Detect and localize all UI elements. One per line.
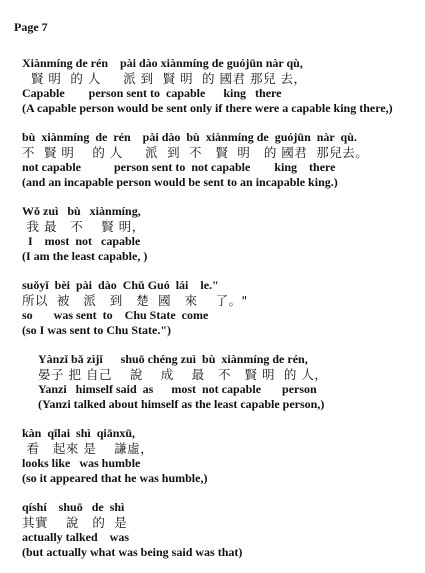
translation-line: (A capable person would be sent only if there were a capable king there,) bbox=[22, 101, 393, 115]
chinese-line: 晏子 把 自己 說 成 最 不 賢 明 的 人， bbox=[38, 367, 328, 382]
page-title: Page 7 bbox=[14, 20, 48, 34]
sentence-block-7 bbox=[22, 500, 242, 560]
translation-line: (so I was sent to Chu State.") bbox=[22, 323, 171, 337]
gloss-line: Capable person sent to capable king there bbox=[22, 86, 282, 100]
pinyin-line: Yànzǐ bǎ zìjǐ shuō chéng zuì bù xiànmíng de rén, bbox=[38, 352, 308, 366]
gloss-line: I most not capable bbox=[22, 234, 141, 248]
translation-line: (I am the least capable, ) bbox=[22, 249, 148, 263]
chinese-line: 所以 被 派 到 楚 國 來 了。" bbox=[22, 293, 248, 308]
chinese-line: 看 起來 是 謙虛， bbox=[22, 441, 154, 456]
pinyin-line: suǒyǐ bèi pài dào Chǔ Guó lái le." bbox=[22, 278, 219, 292]
sentence-block-4 bbox=[22, 278, 248, 338]
gloss-line: Yanzi himself said as most not capable person bbox=[38, 382, 317, 396]
pinyin-line: Wǒ zuì bù xiànmíng, bbox=[22, 204, 141, 218]
translation-line: (but actually what was being said was that) bbox=[22, 545, 243, 559]
translation-line: (so it appeared that he was humble,) bbox=[22, 471, 208, 485]
pinyin-line: Xiànmíng de rén pài dào xiànmíng de guójūn nàr qù, bbox=[22, 56, 303, 70]
translation-line: (and an incapable person would be sent to an incapable king.) bbox=[22, 175, 338, 189]
sentence-block-1 bbox=[22, 56, 393, 116]
pinyin-line: kàn qǐlai shì qiānxū, bbox=[22, 426, 136, 440]
gloss-line: looks like was humble bbox=[22, 456, 141, 470]
sentence-block-6 bbox=[22, 426, 207, 486]
sentence-block-2 bbox=[22, 130, 368, 190]
gloss-line: not capable person sent to not capable king there bbox=[22, 160, 336, 174]
chinese-line: 我 最 不 賢 明， bbox=[22, 219, 145, 234]
gloss-line: actually talked was bbox=[22, 530, 130, 544]
translation-line: (Yanzi talked about himself as the least capable person,) bbox=[38, 397, 325, 411]
pinyin-line: qíshí shuō de shì bbox=[22, 500, 125, 514]
pinyin-line: bù xiànmíng de rén pài dào bù xiànmíng de guójūn nàr qù. bbox=[22, 130, 357, 144]
chinese-line: 其實 說 的 是 bbox=[22, 515, 128, 530]
sentence-block-5 bbox=[38, 352, 327, 412]
gloss-line: so was sent to Chu State come bbox=[22, 308, 209, 322]
chinese-line: 賢 明 的 人 派 到 賢 明 的 國君 那兒 去， bbox=[22, 71, 307, 86]
chinese-line: 不 賢 明 的 人 派 到 不 賢 明 的 國君 那兒去。 bbox=[22, 145, 369, 160]
sentence-block-3 bbox=[22, 204, 147, 264]
